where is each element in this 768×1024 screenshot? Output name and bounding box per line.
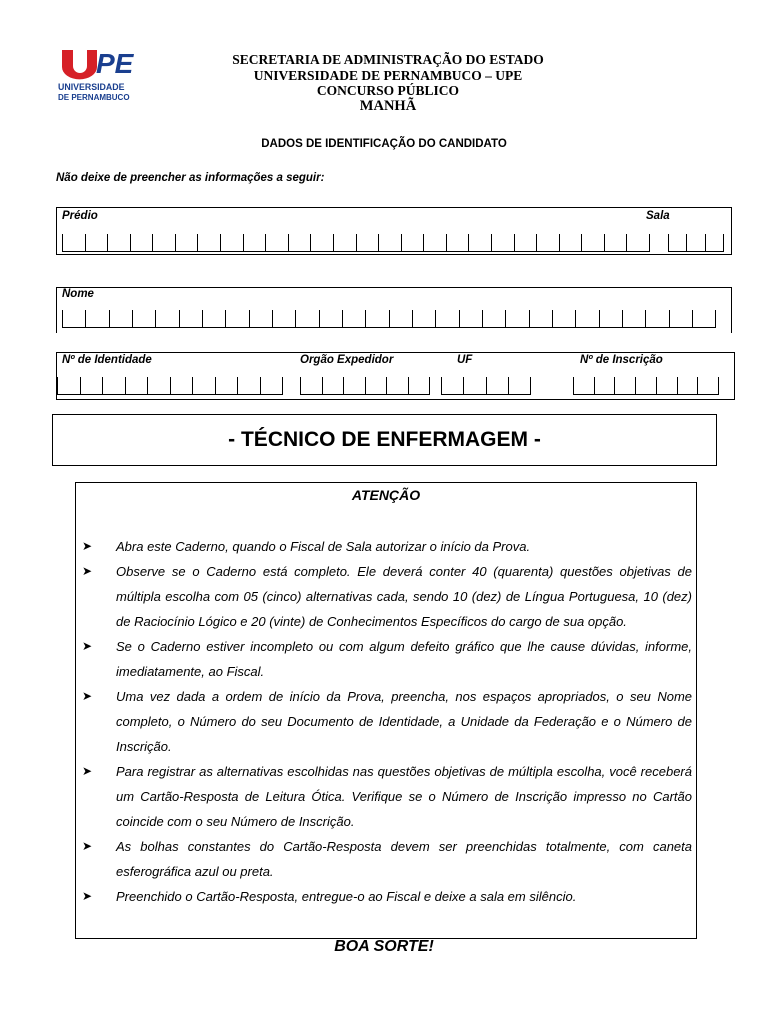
predio-sala-box — [56, 207, 732, 255]
upe-logo — [58, 46, 142, 104]
orgao-input-cells[interactable] — [300, 377, 430, 395]
identidade-input-cells[interactable] — [57, 377, 283, 395]
list-item: ➤ Preenchido o Cartão-Resposta, entregue-o ao Fiscal e deixe a sala em silêncio. — [82, 884, 692, 909]
nome-box — [56, 287, 732, 333]
arrow-bullet-icon: ➤ — [82, 564, 93, 578]
attention-box — [75, 482, 697, 939]
nome-input-cells[interactable] — [62, 310, 716, 328]
section-title: DADOS DE IDENTIFICAÇÃO DO CANDIDATO — [261, 138, 507, 150]
inscricao-input-cells[interactable] — [573, 377, 719, 395]
header-line-4: MANHÃ — [359, 97, 417, 114]
arrow-bullet-icon: ➤ — [82, 639, 93, 653]
svg-text:PE: PE — [96, 48, 134, 79]
arrow-bullet-icon: ➤ — [82, 539, 93, 553]
logo-text-2: DE PERNAMBUCO — [58, 93, 130, 102]
predio-input-cells[interactable] — [62, 234, 650, 252]
predio-label: Prédio — [62, 210, 98, 222]
instruction-text: Não deixe de preencher as informações a seguir: — [56, 172, 325, 184]
identification-box — [56, 352, 735, 400]
header-line-1: SECRETARIA DE ADMINISTRAÇÃO DO ESTADO — [232, 52, 544, 67]
header-line-3: CONCURSO PÚBLICO — [316, 83, 460, 98]
list-item: ➤ Para registrar as alternativas escolhidas nas questões objetivas de múltipla escolha, você receberá um Cartão-Resposta de Leitura Ótica. Verifique se o Número de Inscrição impresso no Cartão coincide com o seu Número de Inscrição. — [82, 759, 692, 834]
list-item: ➤ Se o Caderno estiver incompleto ou com algum defeito gráfico que lhe cause dúvidas, informe, imediatamente, ao Fiscal. — [82, 634, 692, 684]
nome-label: Nome — [62, 288, 94, 300]
arrow-bullet-icon: ➤ — [82, 689, 93, 703]
course-title-box — [52, 414, 717, 466]
arrow-bullet-icon: ➤ — [82, 764, 93, 778]
list-item: ➤ Uma vez dada a ordem de início da Prova, preencha, nos espaços apropriados, o seu Nome completo, o Número do seu Documento de Identidade, a Unidade da Federação e o Número de Inscrição. — [82, 684, 692, 759]
list-item: ➤ Abra este Caderno, quando o Fiscal de Sala autorizar o início da Prova. — [82, 534, 692, 559]
logo-text-1: UNIVERSIDADE — [58, 82, 125, 92]
header-line-2: UNIVERSIDADE DE PERNAMBUCO – UPE — [253, 67, 523, 83]
list-item: ➤ Observe se o Caderno está completo. Ele deverá conter 40 (quarenta) questões objetivas de múltipla escolha com 05 (cinco) alternativas cada, sendo 10 (dez) de Língua Portuguesa, 10 (dez) de Raciocínio Lógico e 20 (vinte) de Conhecimentos Específicos do cargo de sua opção. — [82, 559, 692, 634]
sala-input-cells[interactable] — [668, 234, 724, 252]
uf-input-cells[interactable] — [441, 377, 531, 395]
arrow-bullet-icon: ➤ — [82, 889, 93, 903]
arrow-bullet-icon: ➤ — [82, 839, 93, 853]
orgao-label: Orgão Expedidor — [300, 354, 394, 366]
sala-label: Sala — [646, 210, 670, 222]
attention-list — [82, 534, 692, 909]
good-luck-text: BOA SORTE! — [334, 938, 434, 955]
course-title: - TÉCNICO DE ENFERMAGEM - — [228, 428, 541, 451]
list-item: ➤ As bolhas constantes do Cartão-Resposta devem ser preenchidas totalmente, com caneta esferográfica azul ou preta. — [82, 834, 692, 884]
uf-label: UF — [457, 354, 473, 366]
header — [150, 52, 626, 114]
identidade-label: Nº de Identidade — [62, 354, 152, 366]
inscricao-label: Nº de Inscrição — [580, 354, 663, 366]
attention-title: ATENÇÃO — [351, 487, 421, 503]
